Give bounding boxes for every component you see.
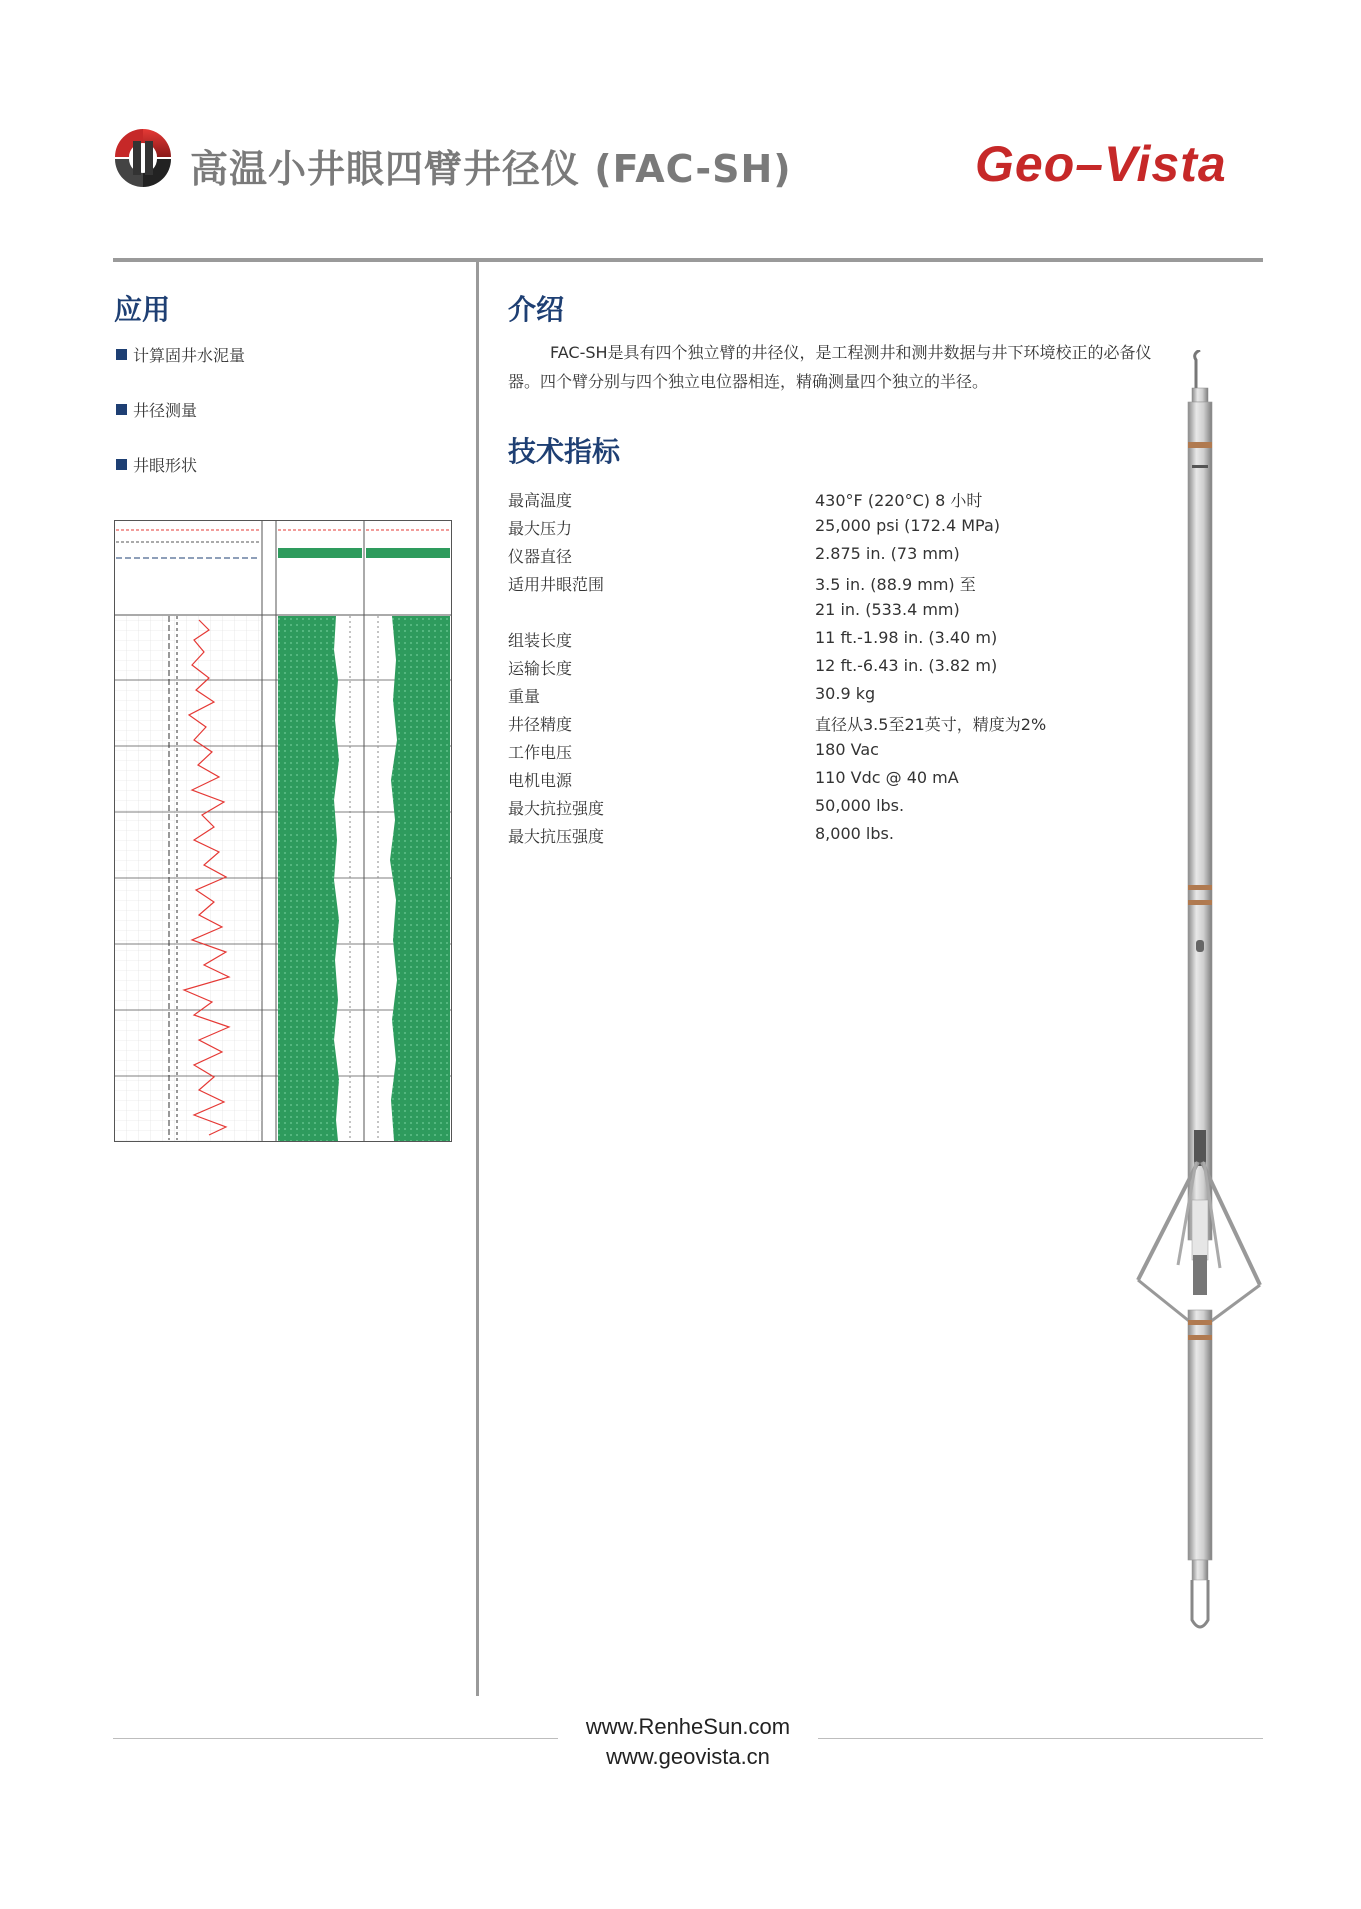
brand-logo: Geo–Vista bbox=[975, 136, 1227, 192]
application-item bbox=[116, 398, 197, 421]
spec-value: 2.875 in. (73 mm) bbox=[815, 544, 960, 563]
spec-label: 适用井眼范围 bbox=[508, 575, 605, 594]
footer-link-geovista[interactable]: www.geovista.cn bbox=[606, 1744, 770, 1769]
spec-label: 电机电源 bbox=[508, 771, 573, 790]
spec-label: 最大抗拉强度 bbox=[508, 799, 605, 818]
bullet-square-icon bbox=[116, 459, 127, 470]
applications-title: 应用 bbox=[114, 293, 171, 326]
page-title: 高温小井眼四臂井径仪 (FAC-SH) bbox=[190, 147, 792, 191]
bullet-square-icon bbox=[116, 349, 127, 360]
spec-value: 180 Vac bbox=[815, 740, 879, 759]
header-divider bbox=[113, 258, 1263, 262]
spec-label: 工作电压 bbox=[508, 743, 573, 762]
spec-value: 3.5 in. (88.9 mm) 至 bbox=[815, 575, 976, 594]
application-label: 井眼形状 bbox=[133, 456, 198, 475]
spec-value: 8,000 lbs. bbox=[815, 824, 894, 843]
spec-value: 30.9 kg bbox=[815, 684, 876, 703]
bullet-square-icon bbox=[116, 404, 127, 415]
spec-label: 重量 bbox=[508, 687, 541, 706]
introduction-title: 介绍 bbox=[508, 293, 565, 326]
introduction-text: FAC-SH是具有四个独立臂的井径仪，是工程测井和测井数据与井下环境校正的必备仪器。四个臂分别与四个独立电位器相连，精确测量四个独立的半径。 bbox=[508, 343, 1152, 391]
spec-value: 110 Vdc @ 40 mA bbox=[815, 768, 959, 787]
spec-label: 最大抗压强度 bbox=[508, 827, 605, 846]
spec-value: 25,000 psi (172.4 MPa) bbox=[815, 516, 1001, 535]
spec-label: 运输长度 bbox=[508, 659, 573, 678]
specifications-title: 技术指标 bbox=[508, 435, 621, 468]
spec-value: 50,000 lbs. bbox=[815, 796, 905, 815]
application-label: 计算固井水泥量 bbox=[133, 346, 246, 365]
application-item bbox=[116, 453, 197, 476]
company-logo-icon bbox=[113, 127, 173, 189]
spec-value: 430°F (220°C) 8 小时 bbox=[815, 491, 983, 510]
column-divider bbox=[476, 260, 479, 1696]
spec-label: 组装长度 bbox=[508, 631, 573, 650]
spec-value: 直径从3.5至21英寸，精度为2% bbox=[815, 715, 1047, 734]
caliper-tool-icon bbox=[1130, 350, 1270, 1650]
spec-label: 仪器直径 bbox=[508, 547, 573, 566]
spec-label: 最大压力 bbox=[508, 519, 573, 538]
footer-link-renhesun[interactable]: www.RenheSun.com bbox=[585, 1714, 791, 1739]
spec-value: 21 in. (533.4 mm) bbox=[815, 600, 960, 619]
spec-value: 12 ft.-6.43 in. (3.82 m) bbox=[815, 656, 998, 675]
spec-label: 最高温度 bbox=[508, 491, 573, 510]
caliper-log-chart-icon bbox=[114, 520, 452, 1142]
spec-label: 井径精度 bbox=[508, 715, 573, 734]
application-item bbox=[116, 343, 245, 366]
application-label: 井径测量 bbox=[133, 401, 198, 420]
spec-value: 11 ft.-1.98 in. (3.40 m) bbox=[815, 628, 998, 647]
